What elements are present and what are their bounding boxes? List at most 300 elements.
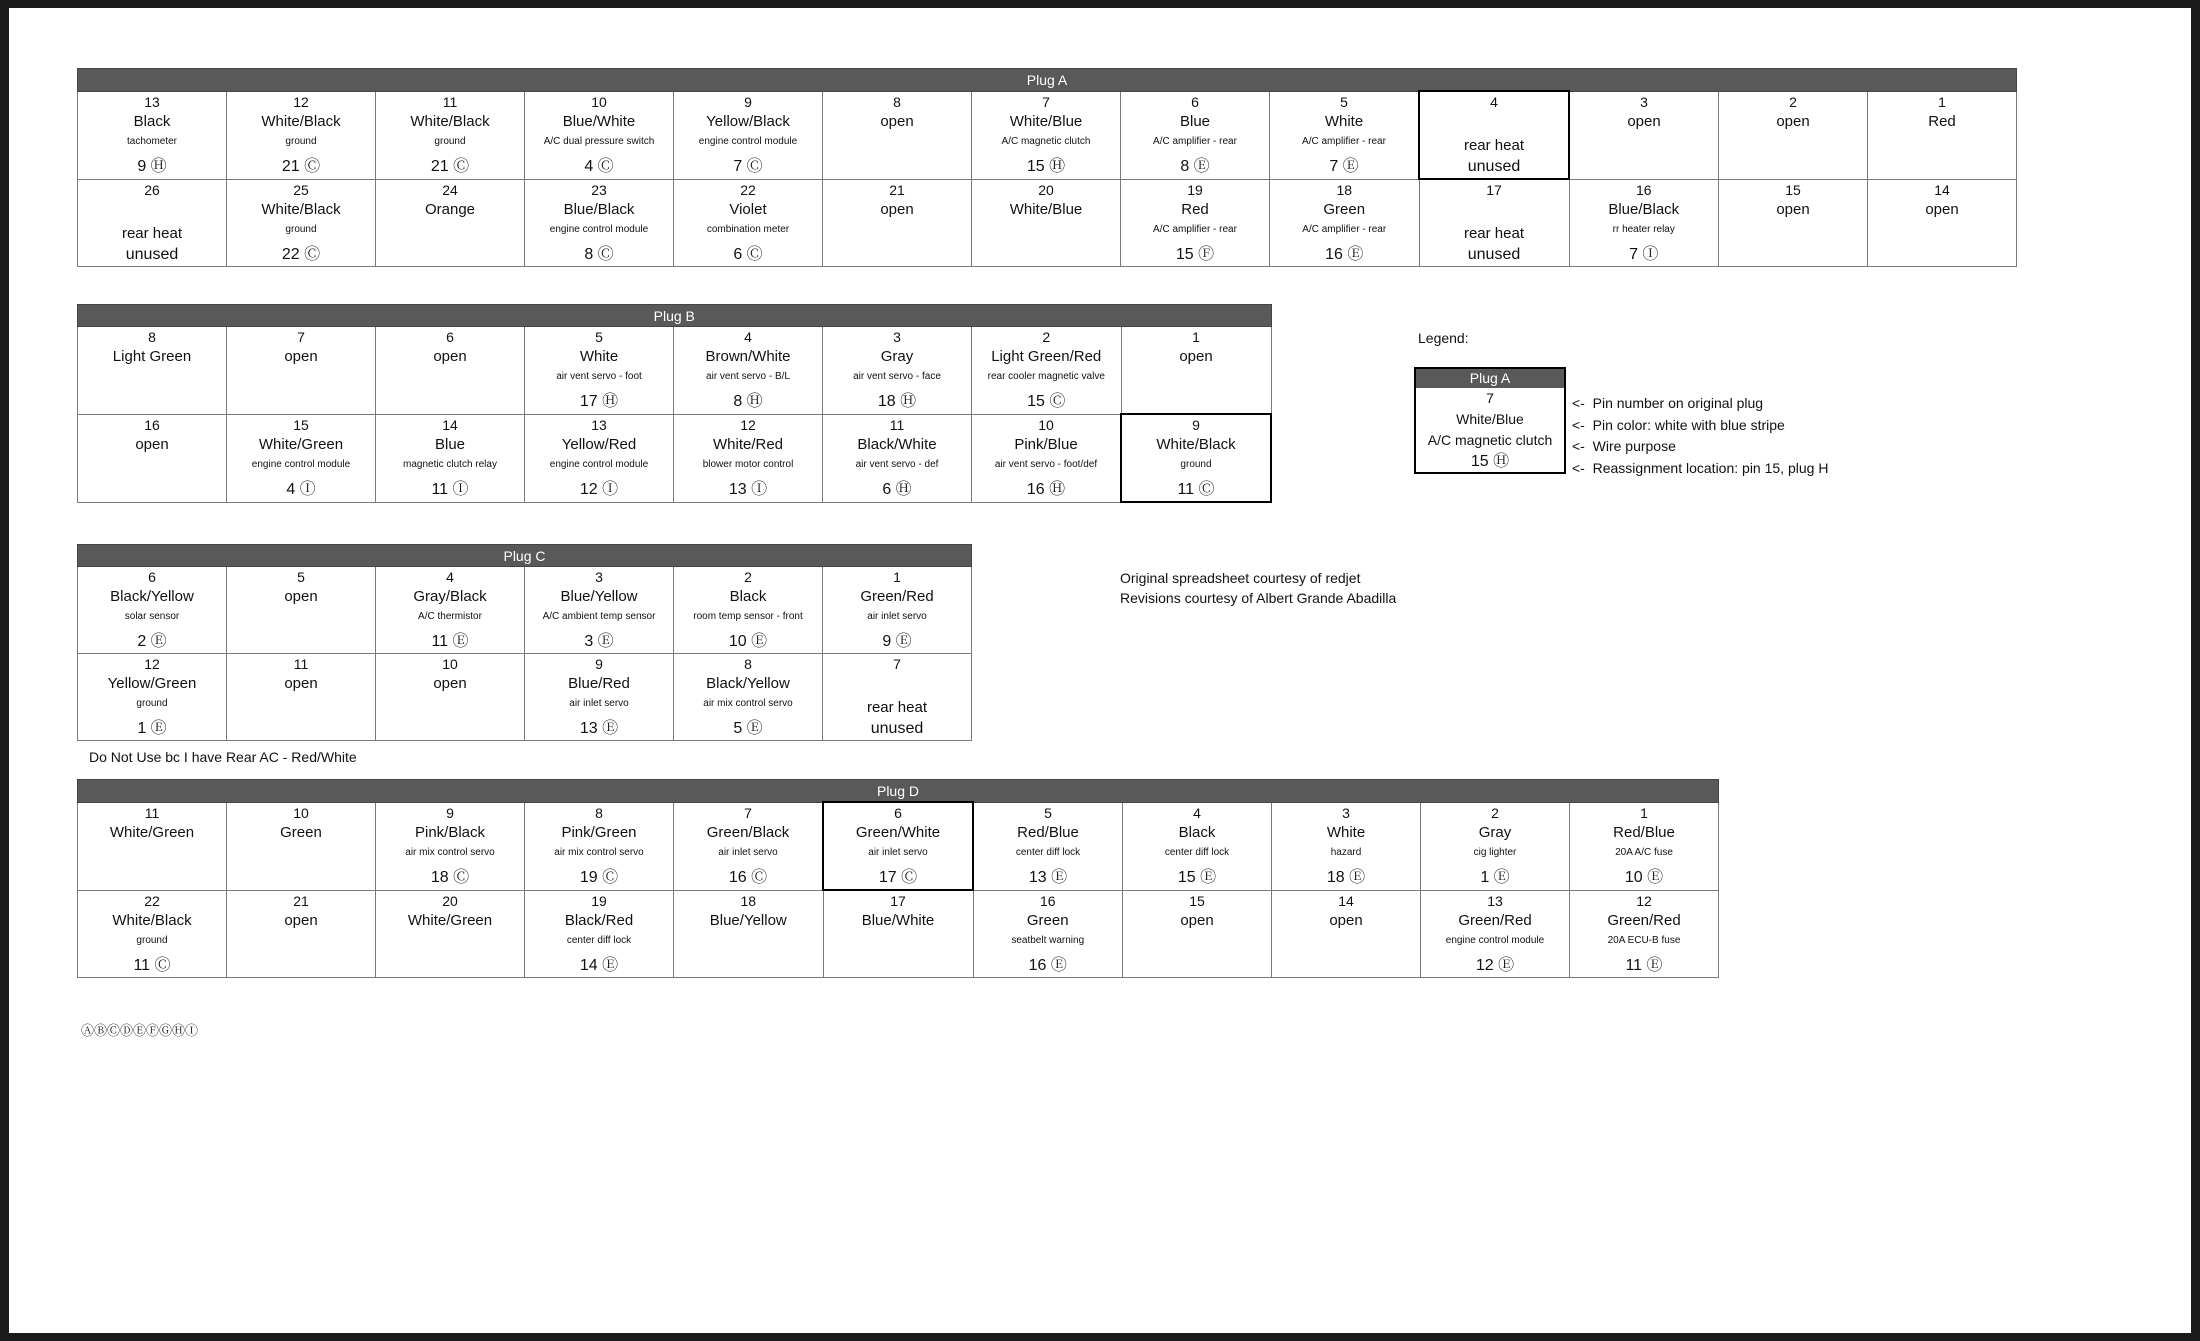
pin-cell [823,802,973,890]
pin-color: Brown/White [705,348,791,365]
pin-cell [376,91,525,179]
pin-color: White/Blue [1009,200,1083,218]
pin-number: 21 [889,181,905,198]
pin-color: White/Black [261,112,341,130]
pin-number: 14 [442,416,458,433]
plug-d-row [78,890,1719,978]
pin-color: Orange [424,200,476,218]
pin-number: 9 [1192,417,1200,433]
reassignment-location: 18 Ⓗ [877,393,917,410]
reassignment-location: 15 Ⓔ [1177,868,1217,886]
wire-purpose: A/C magnetic clutch [1001,135,1091,147]
reassignment-location: 15 Ⓗ [1026,157,1066,175]
wire-purpose: air vent servo - foot [556,371,642,382]
pin-number: 22 [740,181,756,198]
pin-color: Yellow/Green [107,675,197,692]
pin-number: 5 [1044,804,1052,821]
reassignment-location: 6 Ⓒ [733,245,763,263]
reassignment-location: 15 Ⓒ [1027,393,1066,410]
pin-color: open [284,588,318,605]
pin-cell [78,91,227,179]
pin-cell [823,890,973,978]
pin-number: 2 [1042,329,1051,345]
pin-color: open [1180,911,1214,929]
pin-number: 10 [1038,416,1054,433]
wire-purpose: center diff lock [1015,846,1081,858]
wire-purpose: center diff lock [566,934,632,946]
legend-box-title: Plug A [1416,369,1564,388]
reassignment-location: 10 Ⓔ [1624,868,1664,886]
reassignment-location: 8 Ⓒ [584,245,614,263]
pin-cell [227,327,376,415]
plug-a-row [78,91,2017,179]
pin-color: Black [1178,823,1216,841]
pin-number: 7 [893,656,901,672]
pin-color: Black/Yellow [706,675,790,692]
reassignment-location: 6 Ⓗ [882,480,912,498]
pin-cell [1419,179,1569,267]
pin-color: Gray [1478,823,1512,841]
pin-number: 1 [1938,93,1946,110]
pin-number: 11 [889,416,905,433]
plug-b-row [78,414,1272,502]
pin-number: 11 [293,656,309,672]
pin-cell [525,91,674,179]
wire-purpose: solar sensor [124,611,180,622]
pin-color: Pink/Blue [1014,435,1078,453]
pin-number: 8 [148,329,156,345]
wire-purpose: air vent servo - foot/def [994,458,1098,470]
wire-purpose: ground [136,934,168,946]
wire-purpose: air vent servo - B/L [706,371,790,382]
pin-cell [823,327,972,415]
wire-purpose: ground [285,135,317,147]
reassignment-location: 7 Ⓔ [1329,157,1359,175]
pin-color: White/Black [410,112,490,130]
legend-note-color: <- Pin color: white with blue stripe [1572,416,1785,433]
reassignment-location: 16 Ⓔ [1325,245,1364,263]
wire-purpose: A/C amplifier - rear [1302,223,1387,235]
pin-cell [1123,802,1272,890]
plug-a-table [77,68,2017,267]
pin-cell [1570,890,1719,978]
pin-cell [78,654,227,741]
pin-cell [972,91,1121,179]
wire-purpose: engine control module [549,223,649,235]
reassignment-location: 13 Ⓘ [728,480,768,498]
pin-color: open [284,911,318,929]
wire-purpose: air inlet servo [867,611,927,622]
reassignment-location: 16 Ⓔ [1028,956,1067,974]
plug-d-table [77,779,1719,978]
pin-color: White/Blue [1009,112,1083,130]
pin-color: White [1326,823,1366,841]
pin-number: 8 [744,656,752,672]
pin-number: 5 [595,329,603,345]
pin-color: Blue [1179,112,1211,130]
wire-purpose: cig lighter [1473,846,1517,858]
pin-color: Blue/Yellow [560,588,638,605]
pin-number: 3 [1342,804,1350,821]
pin-cell [674,802,824,890]
pin-cell [1123,890,1272,978]
pin-cell [525,567,674,654]
pin-color: Green/White [855,824,941,841]
pin-cell [376,567,525,654]
pin-cell [823,414,972,502]
pin-color: Black/White [857,435,937,453]
pin-color: Yellow/Black [706,112,790,130]
pin-cell [1270,179,1420,267]
reassignment-location: 1 Ⓔ [137,720,167,737]
wire-purpose: rear cooler magnetic valve [987,371,1105,382]
pin-cell [674,654,823,741]
pin-cell [227,802,376,890]
pin-number: 4 [1490,94,1498,110]
pin-number: 12 [740,416,756,433]
pin-number: 13 [144,93,160,110]
pin-color: Black/Yellow [110,588,194,605]
reassignment-location: 15 Ⓕ [1175,245,1215,263]
pin-cell [78,890,227,978]
plug-b-row [78,327,1272,415]
wire-purpose: 20A A/C fuse [1615,846,1673,858]
plug-b-title: Plug B [78,305,1272,327]
reassignment-location: 16 Ⓗ [1026,480,1066,498]
legend-pin: 7 [1486,390,1494,406]
reassignment-location: 12 Ⓘ [579,480,619,498]
pin-number: 14 [1934,181,1950,198]
pin-number: 1 [893,569,901,585]
reassignment-location: 19 Ⓒ [579,868,619,886]
legend-title: Legend: [1418,330,1469,346]
pin-number: 7 [1042,93,1050,110]
pin-number: 26 [144,181,160,198]
pin-number: 4 [1193,804,1201,821]
reassignment-location: 13 Ⓔ [1028,868,1068,886]
wire-purpose: engine control module [549,458,649,470]
pin-color: White/Black [1156,436,1236,453]
pin-color: open [880,200,914,218]
reassignment-location: 5 Ⓔ [733,720,763,737]
reassignment-location: 9 Ⓗ [137,157,167,175]
pin-color: White [1324,112,1364,130]
pin-color: open [880,112,914,130]
plug-d-row [78,802,1719,890]
wire-purpose: air vent servo - def [855,458,939,470]
wire-purpose: air inlet servo [569,698,629,709]
pin-number: 12 [144,656,160,672]
pin-number: 18 [1336,181,1353,198]
reassignment-location: 4 Ⓒ [584,157,614,175]
pin-number: 17 [890,893,906,909]
wire-purpose: rr heater relay [1612,223,1675,235]
pin-color: Gray [880,348,914,365]
pin-color: White/Red [712,435,784,453]
pin-color: open [1627,112,1661,130]
pin-number: 11 [144,804,160,821]
reassignment-location: 7 Ⓒ [733,157,763,175]
pin-number: 19 [1187,181,1203,198]
pin-number: 23 [591,181,607,198]
wire-purpose: tachometer [126,135,178,147]
pin-cell [78,327,227,415]
pin-number: 25 [293,181,309,198]
pin-cell [525,802,674,890]
reassignment-location: unused [870,720,924,737]
reassignment-location: 12 Ⓔ [1475,956,1515,974]
spreadsheet-page [9,8,2191,1333]
wire-purpose: hazard [1330,846,1362,858]
plug-b-table [77,304,1272,503]
pin-color: Blue/Yellow [709,911,787,929]
wire-purpose: air inlet servo [718,846,778,858]
pin-cell [525,327,674,415]
pin-cell [1419,91,1569,179]
wire-purpose: A/C amplifier - rear [1153,223,1237,235]
pin-color: open [1925,200,1959,218]
wire-purpose: A/C thermistor [418,611,482,622]
plug-a-row [78,179,2017,267]
pin-cell [78,802,227,890]
pin-number: 15 [1785,181,1801,198]
pin-cell [674,567,823,654]
pin-number: 8 [893,93,901,110]
pin-number: 6 [148,569,156,585]
pin-color: Black [729,588,767,605]
pin-color: Blue/White [861,912,935,929]
pin-color: open [433,675,467,692]
pin-color: White/Black [261,200,341,218]
wire-purpose: ground [136,698,168,709]
pin-color: Blue/Black [563,200,635,218]
legend-color: White/Blue [1456,411,1524,427]
pin-color: open [1329,911,1363,929]
pin-number: 2 [744,569,752,585]
pin-color: open [135,435,169,453]
pin-number: 7 [744,804,752,821]
reassignment-location: 1 Ⓔ [1480,868,1510,886]
pin-number: 12 [293,93,309,110]
reassignment-location: 11 Ⓘ [431,480,469,498]
reassignment-location: 11 Ⓔ [431,633,469,650]
wire-purpose: ground [1180,459,1212,470]
pin-cell [1719,91,1868,179]
pin-status: rear heat [866,699,928,716]
pin-color: White/Green [407,911,493,929]
pin-color: open [433,348,467,365]
pin-cell [227,654,376,741]
pin-cell [376,414,525,502]
pin-number: 6 [1191,93,1199,110]
pin-number: 13 [591,416,607,433]
reassignment-location: 7 Ⓘ [1629,245,1659,263]
wire-purpose: A/C dual pressure switch [543,135,655,147]
reassignment-location: 21 Ⓒ [281,157,321,175]
pin-number: 15 [1189,892,1205,909]
pin-number: 5 [297,569,305,585]
pin-number: 4 [744,329,752,345]
pin-color: open [284,675,318,692]
pin-cell [525,179,674,267]
pin-number: 2 [1491,804,1499,821]
credit-original: Original spreadsheet courtesy of redjet [1120,570,1361,586]
legend-purpose: A/C magnetic clutch [1427,432,1553,448]
reassignment-location: 13 Ⓔ [579,720,619,737]
pin-number: 10 [293,804,309,821]
pin-number: 10 [442,656,458,672]
pin-cell [1569,179,1719,267]
pin-number: 3 [595,569,603,585]
pin-cell [376,802,525,890]
plug-symbols: ⒶⒷⒸⒹⒺⒻⒼⒽⒾ [81,1023,199,1038]
pin-number: 2 [1789,93,1797,110]
reassignment-location: 17 Ⓒ [878,869,918,886]
reassignment-location: 2 Ⓔ [137,633,167,650]
wire-purpose: A/C amplifier - rear [1302,135,1386,147]
plug-c-title: Plug C [78,545,972,567]
pin-number: 7 [297,329,305,345]
pin-number: 11 [442,93,458,110]
pin-cell [972,414,1122,502]
pin-cell [227,179,376,267]
reassignment-location: unused [1467,158,1521,175]
pin-cell [674,327,823,415]
wire-purpose: ground [285,223,317,235]
pin-color: Green [1323,200,1366,218]
wire-purpose: center diff lock [1164,846,1230,858]
pin-cell [1121,327,1271,415]
pin-cell [1121,179,1270,267]
pin-status: rear heat [1463,137,1525,154]
reassignment-location: 16 Ⓒ [728,868,768,886]
wire-purpose: magnetic clutch relay [403,458,497,470]
pin-number: 3 [1640,93,1648,110]
pin-color: Green/Red [860,588,934,605]
pin-color: open [284,348,318,365]
wire-purpose: A/C ambient temp sensor [542,611,656,622]
plug-a-title: Plug A [78,69,2017,92]
pin-cell [78,567,227,654]
reassignment-location: 11 Ⓒ [133,956,171,974]
pin-color: White [579,348,619,365]
pin-color: Violet [729,200,767,218]
pin-color: Black/Red [564,911,634,929]
pin-cell [1421,890,1570,978]
wire-purpose: air mix control servo [703,698,793,709]
pin-cell [376,179,525,267]
pin-number: 4 [446,569,454,585]
pin-number: 16 [144,416,160,433]
pin-number: 12 [1636,892,1652,909]
pin-cell [227,567,376,654]
legend-note-reassign: <- Reassignment location: pin 15, plug H [1572,459,1829,476]
pin-cell [1272,890,1421,978]
plug-c-table [77,544,972,741]
pin-cell [1272,802,1421,890]
pin-color: Yellow/Red [561,435,637,453]
pin-cell [973,802,1123,890]
pin-number: 9 [744,93,752,110]
legend-notes [1572,393,1828,479]
pin-cell [1121,91,1270,179]
pin-cell [823,567,972,654]
pin-cell [376,890,525,978]
pin-cell [525,414,674,502]
reassignment-location: 11 Ⓒ [1177,481,1215,498]
pin-cell [674,414,823,502]
wire-purpose: engine control module [251,458,351,470]
pin-number: 16 [1039,892,1056,909]
pin-color: Light Green [112,348,192,365]
pin-number: 6 [446,329,454,345]
pin-cell [823,179,972,267]
pin-color: Blue/Red [568,675,630,692]
pin-color: Blue/White [562,112,636,130]
pin-color: Red/Blue [1613,823,1675,841]
pin-cell [1570,802,1719,890]
wire-purpose: blower motor control [702,458,794,470]
pin-cell [78,179,227,267]
pin-cell [78,414,227,502]
wire-purpose: air mix control servo [554,846,644,858]
pin-cell [1569,91,1719,179]
pin-cell [1421,802,1570,890]
pin-color: Green [280,823,322,841]
reassignment-location: unused [1467,246,1521,263]
pin-color: Green/Black [706,823,790,841]
legend-note-purpose: <- Wire purpose [1572,438,1676,454]
pin-number: 18 [740,892,757,909]
pin-cell [1121,414,1271,502]
pin-number: 5 [1340,93,1348,110]
pin-color: Red/Blue [1017,823,1079,841]
pin-number: 17 [1486,182,1502,198]
pin-cell [674,890,824,978]
pin-number: 1 [1192,329,1200,345]
legend-note-pin: <- Pin number on original plug [1572,395,1764,411]
wire-purpose: air mix control servo [405,846,495,858]
reassignment-location: 21 Ⓒ [430,157,470,175]
reassignment-location: 9 Ⓔ [882,633,912,650]
wire-purpose: combination meter [706,223,790,235]
pin-color: Black [133,112,171,130]
pin-color: Blue [434,435,466,453]
pin-color: Blue/Black [1608,200,1680,218]
pin-cell [823,654,972,741]
pin-number: 3 [893,329,901,345]
pin-cell [972,179,1121,267]
pin-color: Pink/Green [561,823,637,841]
pin-color: Light Green/Red [991,348,1102,365]
pin-cell [973,890,1123,978]
wire-purpose: engine control module [698,135,798,147]
pin-color: White/Green [109,823,195,841]
pin-status: rear heat [121,224,183,242]
pin-cell [525,890,674,978]
reassignment-location: 17 Ⓗ [579,393,619,410]
pin-cell [1868,179,2017,267]
pin-color: open [1776,112,1810,130]
wire-purpose: seatbelt warning [1011,934,1085,946]
pin-color: open [1776,200,1810,218]
pin-cell [1719,179,1868,267]
reassignment-location: 11 Ⓔ [1625,956,1663,974]
legend-reassign: 15 Ⓗ [1470,453,1510,470]
pin-cell [227,890,376,978]
pin-cell [1270,91,1420,179]
reassignment-location: 8 Ⓔ [1180,157,1210,175]
